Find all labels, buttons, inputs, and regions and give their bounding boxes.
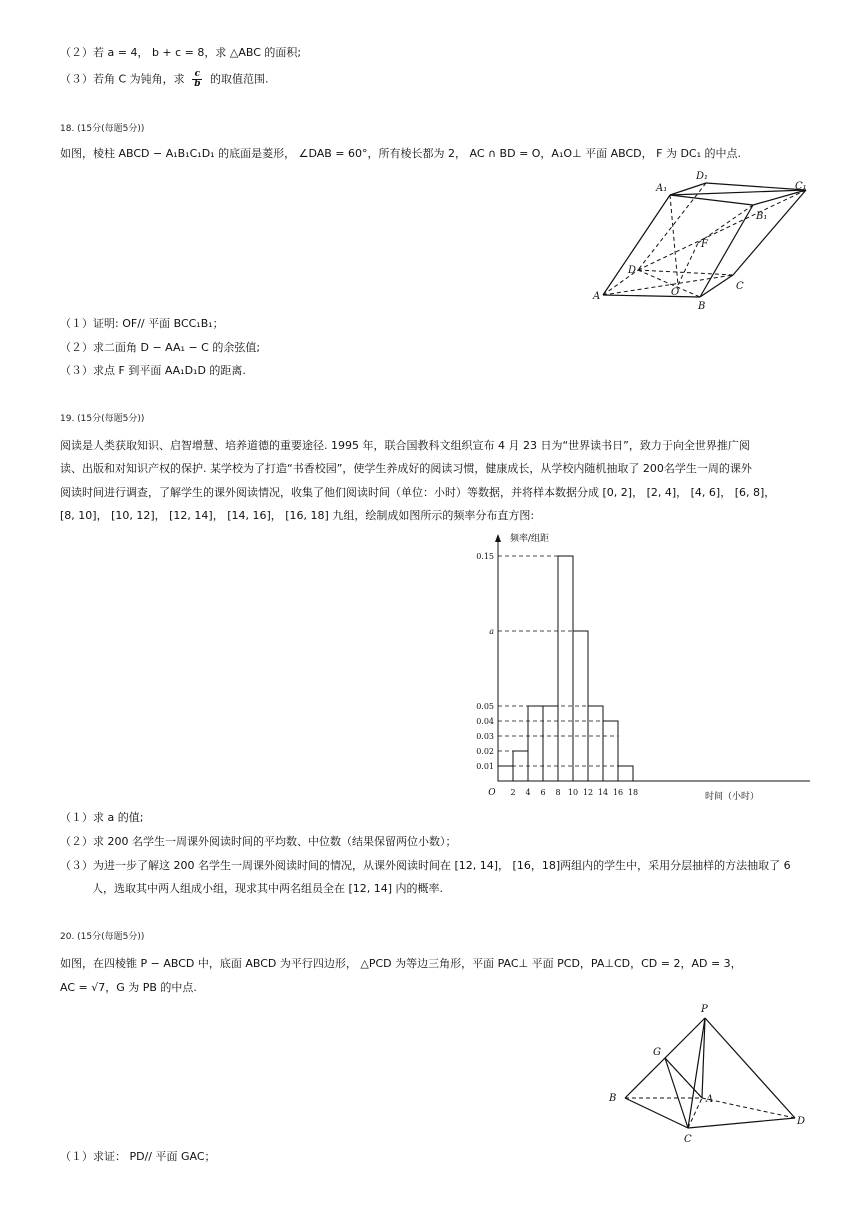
x-axis-title: 时间（小时） — [705, 792, 760, 802]
q18-part1: （１）证明: OF// 平面 BCC₁B₁； — [60, 317, 224, 330]
y-tick-label: 0.03 — [476, 732, 494, 741]
q19-stem-line1: 阅读是人类获取知识、启智增慧、培养道德的重要途径. 1995 年，联合国教科文组织宣布 4 月 23 日为“世界读书日”，致力于向全世界推广阅 — [60, 439, 750, 452]
x-tick-label: 2 — [510, 788, 516, 797]
x-tick-label: 12 — [582, 788, 594, 797]
x-tick-label: 8 — [555, 788, 561, 797]
q19-part3-cont: 人，选取其中两人组成小组，现求其中两名组员全在 [12, 14] 内的概率. — [92, 882, 444, 895]
label-C1: C₁ — [795, 181, 807, 192]
label-A: A — [706, 1094, 714, 1105]
frequency-histogram — [460, 528, 810, 808]
y-axis-title: 频率/组距 — [510, 534, 550, 544]
label-A1: A₁ — [656, 183, 668, 194]
histogram-bar — [543, 706, 558, 781]
x-tick-label: 6 — [540, 788, 546, 797]
x-tick-label: 18 — [627, 788, 639, 797]
label-D1: D₁ — [696, 171, 709, 182]
label-C: C — [684, 1134, 692, 1145]
q19-header: 19. (15分(每题5分)) — [60, 414, 145, 424]
fraction-numerator: c — [192, 70, 202, 80]
y-tick-label: 0.02 — [476, 747, 494, 756]
q17-part3 — [60, 70, 268, 89]
origin-label: O — [488, 788, 496, 798]
histogram-bar — [558, 556, 573, 781]
label-B: B — [609, 1093, 617, 1104]
q17-part3-prefix: （３）若角 C 为钝角，求 — [60, 72, 185, 86]
y-tick-label: 0.01 — [476, 762, 494, 771]
label-O: O — [671, 287, 680, 298]
pyramid-figure — [600, 1000, 815, 1150]
label-B: B — [698, 301, 706, 312]
q20-header: 20. (15分(每题5分)) — [60, 932, 145, 942]
q19-stem-line3: 阅读时间进行调查，了解学生的课外阅读情况，收集了他们阅读时间（单位：小时）等数据，并将样本数据分成 [0, 2]， [2, 4]， [4, 6]， [6, 8]， — [60, 486, 776, 499]
q18-header: 18. (15分(每题5分)) — [60, 124, 145, 134]
q19-part2: （２）求 200 名学生一周课外阅读时间的平均数、中位数（结果保留两位小数）； — [60, 835, 457, 848]
q19-stem-line4: [8, 10]， [10, 12]， [12, 14]， [14, 16]， [16, 18] 九组，绘制成如图所示的频率分布直方图: — [60, 509, 535, 522]
label-G: G — [653, 1047, 661, 1058]
x-tick-label: 10 — [567, 788, 579, 797]
label-D: D — [797, 1116, 806, 1127]
label-F: F — [701, 239, 708, 250]
y-tick-label: 0.15 — [476, 552, 494, 561]
q18-stem: 如图，棱柱 ABCD − A₁B₁C₁D₁ 的底面是菱形， ∠DAB = 60°，所有棱长都为 2， AC ∩ BD = O，A₁O⊥ 平面 ABCD， F 为 DC₁ 的中点. — [60, 147, 742, 160]
label-A: A — [593, 291, 601, 302]
q17-part2: （２）若 a = 4， b + c = 8，求 △ABC 的面积; — [60, 46, 302, 59]
q18-part3: （３）求点 F 到平面 AA₁D₁D 的距离. — [60, 364, 246, 377]
label-C: C — [736, 281, 744, 292]
x-tick-label: 4 — [525, 788, 531, 797]
x-tick-label: 14 — [597, 788, 609, 797]
histogram-bar — [588, 706, 603, 781]
y-tick-label: 0.04 — [476, 717, 494, 726]
fraction — [192, 70, 202, 89]
y-axis-arrow — [495, 534, 501, 542]
label-D: D — [628, 265, 637, 276]
q19-part3: （３）为进一步了解这 200 名学生一周课外阅读时间的情况，从课外阅读时间在 [12, 14]， [16，18]两组内的学生中，采用分层抽样的方法抽取了 6 — [60, 859, 791, 872]
q17-part3-suffix: 的取值范围. — [209, 72, 269, 86]
q20-part1: （１）求证： PD// 平面 GAC； — [60, 1150, 216, 1163]
label-B1: B₁ — [756, 211, 768, 222]
histogram-bar — [618, 766, 633, 781]
q20-stem-line1: 如图，在四棱锥 P − ABCD 中，底面 ABCD 为平行四边形， △PCD 为等边三角形，平面 PAC⊥ 平面 PCD，PA⊥CD，CD = 2，AD = 3， — [60, 957, 742, 970]
histogram-bar — [528, 706, 543, 781]
y-tick-label: 0.05 — [476, 702, 494, 711]
prism-figure — [588, 165, 818, 315]
q19-part1: （１）求 a 的值; — [60, 811, 144, 824]
q18-part2: （２）求二面角 D − AA₁ − C 的余弦值; — [60, 341, 261, 354]
histogram-bar — [603, 721, 618, 781]
q19-stem-line2: 读、出版和对知识产权的保护. 某学校为了打造“书香校园”，使学生养成好的阅读习惯，健康成长，从学校内随机抽取了 200名学生一周的课外 — [60, 462, 752, 475]
q20-stem-line2: AC = √7，G 为 PB 的中点. — [60, 981, 197, 994]
histogram-bar — [498, 766, 513, 781]
label-P: P — [701, 1004, 708, 1015]
fraction-denominator: b — [194, 79, 201, 89]
y-tick-label: a — [489, 627, 494, 636]
x-tick-label: 16 — [612, 788, 624, 797]
